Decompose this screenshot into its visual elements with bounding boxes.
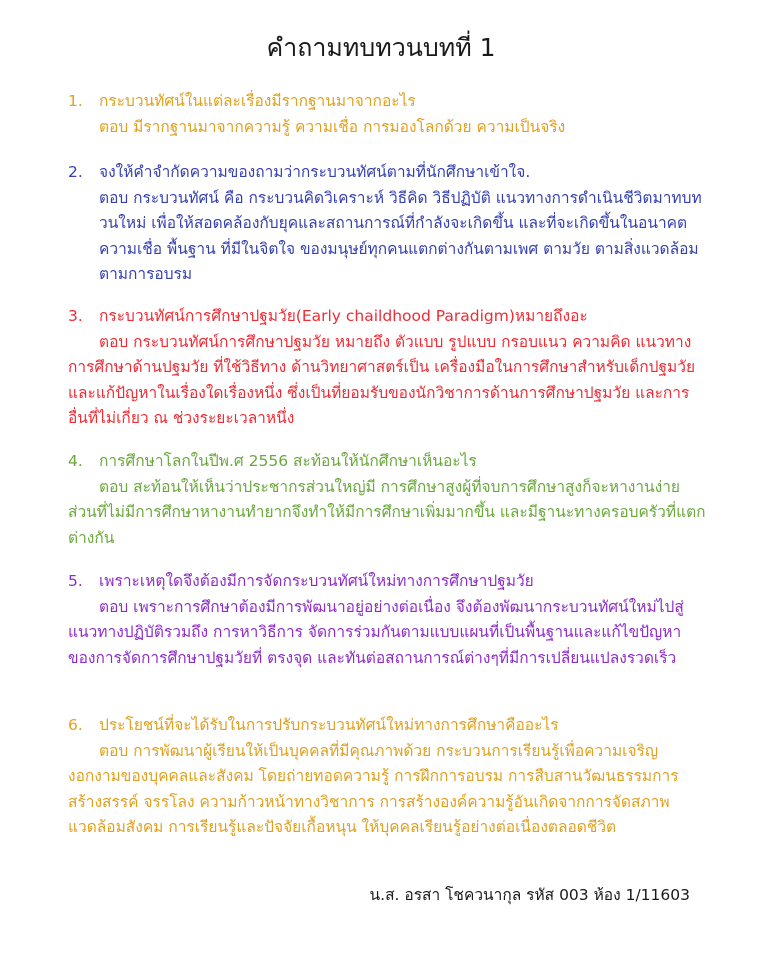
question-block-3 — [68, 304, 708, 432]
answer-5: ตอบ เพราะการศึกษาต้องมีการพัฒนาอยู่อย่างต่อเนื่อง จึงต้องพัฒนากระบวนทัศน์ใหม่ไปสู่แนวทางปฏิบัติรวมถึง การหาวิธีการ จัดการร่วมกันตามแบบแผนที่เป็นพื้นฐานและแก้ไขปัญหาของการจัดการศึกษาปฐมวัยที่ ตรงจุด และทันต่อสถานการณ์ต่างๆที่มีการเปลี่ยนแปลงรวดเร็ว — [68, 597, 684, 667]
answer-6: ตอบ การพัฒนาผู้เรียนให้เป็นบุคคลที่มีคุณภาพด้วย กระบวนการเรียนรู้เพื่อความเจริญงอกงามของบุคคลและสังคม โดยถ่ายทอดความรู้ การฝึกการอบรม การสืบสานวัฒนธรรมการสร้างสรรค์ จรรโลง ความก้าวหน้าทางวิชาการ การสร้างองค์ความรู้อันเกิดจากการจัดสภาพแวดล้อมสังคม การเรียนรู้และปัจจัยเกื้อหนุน ให้บุคคลเรียนรู้อย่างต่อเนื่องตลอดชีวิต — [68, 741, 679, 836]
question-2 — [68, 160, 708, 186]
question-text: การศึกษาโลกในปีพ.ศ 2556 สะท้อนให้นักศึกษาเห็นอะไร — [99, 452, 477, 470]
question-text: เพราะเหตุใดจึงต้องมีการจัดกระบวนทัศน์ใหม่ทางการศึกษาปฐมวัย — [99, 572, 534, 590]
author-signature: น.ส. อรสา โชควนากุล รหัส 003 ห้อง 1/11603 — [369, 886, 690, 904]
question-text: กระบวนทัศน์ในแต่ละเรื่องมีรากฐานมาจากอะไร — [99, 92, 416, 110]
question-number: 4. — [68, 452, 83, 470]
question-number: 3. — [68, 307, 83, 325]
question-5 — [68, 569, 708, 595]
answer-1: ตอบ มีรากฐานมาจากความรู้ ความเชื่อ การมองโลกด้วย ความเป็นจริง — [99, 117, 566, 136]
question-number: 6. — [68, 716, 83, 734]
question-1 — [68, 89, 708, 115]
question-text: จงให้คำจำกัดความของถามว่ากระบวนทัศน์ตามที่นักศึกษาเข้าใจ. — [99, 163, 531, 181]
answer-2: ตอบ กระบวนทัศน์ คือ กระบวนคิดวิเคราะห์ วิธีคิด วิธีปฏิบัติ แนวทางการดำเนินชีวิตมาทบทวนใหม่ เพื่อให้สอดคล้องกับยุคและสถานการณ์ที่กำลังจะเกิดขึ้น และที่จะเกิดขึ้นในอนาคต ความเชื่อ พื้นฐาน ที่มีในจิตใจ ของมนุษย์ทุกคนแตกต่างกันตามเพศ ตามวัย ตามสิ่งแวดล้อม ตามการอบรม — [99, 188, 702, 283]
question-text: ประโยชน์ที่จะได้รับในการปรับกระบวนทัศน์ใหม่ทางการศึกษาคืออะไร — [99, 716, 559, 734]
question-number: 2. — [68, 163, 83, 181]
question-block-2 — [68, 160, 708, 288]
question-number: 5. — [68, 572, 83, 590]
question-block-5 — [68, 569, 708, 671]
question-block-1 — [68, 89, 708, 140]
question-6 — [68, 713, 708, 739]
question-block-6 — [68, 713, 708, 841]
question-text: กระบวนทัศน์การศึกษาปฐมวัย(Early chaildhood Paradigm)หมายถึงอะ — [99, 307, 588, 325]
question-4 — [68, 449, 708, 475]
answer-3: ตอบ กระบวนทัศน์การศึกษาปฐมวัย หมายถึง ตัวแบบ รูปแบบ กรอบแนว ความคิด แนวทางการศึกษาด้านปฐมวัย ที่ใช้วิธีทาง ด้านวิทยาศาสตร์เป็น เครื่องมือในการศึกษาสำหรับเด็กปฐมวัย และแก้ปัญหาในเรื่องใดเรื่องหนึ่ง ซึ่งเป็นที่ยอมรับของนักวิชาการด้านการศึกษาปฐมวัย และการอื่นที่ไม่เกี่ยว ณ ช่วงระยะเวลาหนึ่ง — [68, 332, 696, 427]
question-number: 1. — [68, 92, 83, 110]
question-block-4 — [68, 449, 708, 551]
question-3 — [68, 304, 708, 330]
page-title: คำถามทบทวนบทที่ 1 — [266, 33, 496, 62]
answer-4: ตอบ สะท้อนให้เห็นว่าประชากรส่วนใหญ่มี การศึกษาสูงผู้ที่จบการศึกษาสูงก็จะหางานง่าย ส่วนที่ไม่มีการศึกษาหางานทำยากจึงทำให้มีการศึกษาเพิ่มมากขึ้น และมีฐานะทางครอบครัวที่แตกต่างกัน — [68, 477, 706, 547]
